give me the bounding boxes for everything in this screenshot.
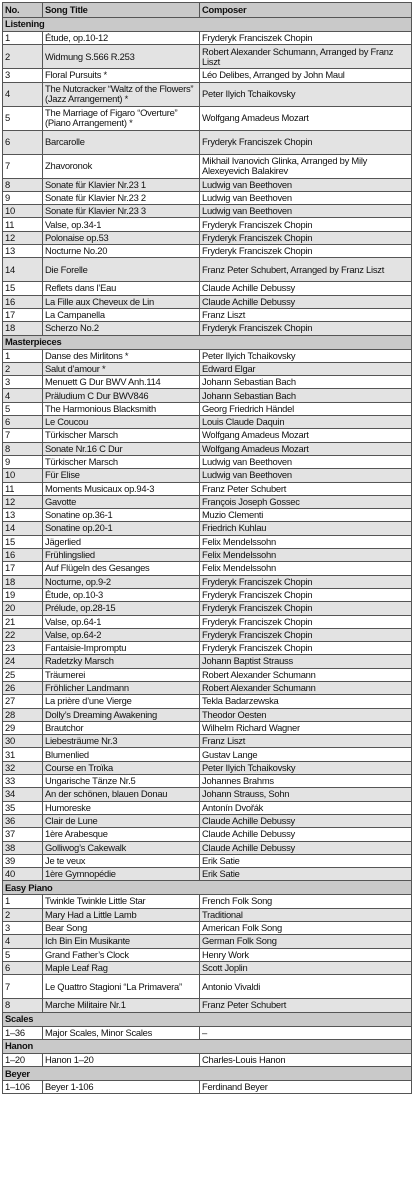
composer: Fryderyk Franciszek Chopin xyxy=(200,322,412,335)
composer: Felix Mendelssohn xyxy=(200,549,412,562)
composer: Theodor Oesten xyxy=(200,708,412,721)
table-row xyxy=(3,948,412,961)
composer: Franz Peter Schubert xyxy=(200,999,412,1012)
song-number: 2 xyxy=(3,908,43,921)
table-row xyxy=(3,349,412,362)
song-number: 3 xyxy=(3,922,43,935)
table-row xyxy=(3,655,412,668)
song-title: Sonatine op.20-1 xyxy=(43,522,200,535)
composer: Ludwig van Beethoven xyxy=(200,191,412,204)
song-number: 40 xyxy=(3,868,43,881)
song-number: 4 xyxy=(3,82,43,106)
composer: Wilhelm Richard Wagner xyxy=(200,721,412,734)
table-row xyxy=(3,668,412,681)
song-title: Sonate für Klavier Nr.23 2 xyxy=(43,191,200,204)
song-number: 30 xyxy=(3,735,43,748)
composer: Scott Joplin xyxy=(200,961,412,974)
composer: Friedrich Kuhlau xyxy=(200,522,412,535)
song-title: Nocturne No.20 xyxy=(43,245,200,258)
song-title: Prélude, op.28-15 xyxy=(43,602,200,615)
song-title: Humoreske xyxy=(43,801,200,814)
song-number: 16 xyxy=(3,549,43,562)
song-title: Étude, op.10-3 xyxy=(43,588,200,601)
composer: Robert Alexander Schumann, Arranged by Franz Liszt xyxy=(200,45,412,69)
header-no: No. xyxy=(3,3,43,18)
song-number: 7 xyxy=(3,429,43,442)
composer: Fryderyk Franciszek Chopin xyxy=(200,642,412,655)
composer: Robert Alexander Schumann xyxy=(200,681,412,694)
song-title: Jägerlied xyxy=(43,535,200,548)
composer: Johann Strauss, Sohn xyxy=(200,788,412,801)
table-row xyxy=(3,308,412,321)
song-number: 8 xyxy=(3,178,43,191)
composer: Fryderyk Franciszek Chopin xyxy=(200,231,412,244)
composer: Traditional xyxy=(200,908,412,921)
table-row xyxy=(3,231,412,244)
song-number: 2 xyxy=(3,362,43,375)
table-row xyxy=(3,575,412,588)
song-number: 9 xyxy=(3,455,43,468)
composer: Ludwig van Beethoven xyxy=(200,205,412,218)
song-title: Menuett G Dur BWV Anh.114 xyxy=(43,376,200,389)
table-row xyxy=(3,602,412,615)
table-row xyxy=(3,495,412,508)
song-number: 1 xyxy=(3,349,43,362)
song-number: 23 xyxy=(3,642,43,655)
song-number: 38 xyxy=(3,841,43,854)
composer: Edward Elgar xyxy=(200,362,412,375)
table-row xyxy=(3,522,412,535)
song-number: 29 xyxy=(3,721,43,734)
table-row xyxy=(3,975,412,999)
song-title: Dolly’s Dreaming Awakening xyxy=(43,708,200,721)
song-number: 1 xyxy=(3,32,43,45)
table-row xyxy=(3,178,412,191)
table-row xyxy=(3,615,412,628)
composer: Antonio Vivaldi xyxy=(200,975,412,999)
song-title: Mary Had a Little Lamb xyxy=(43,908,200,921)
song-number: 32 xyxy=(3,761,43,774)
table-row xyxy=(3,628,412,641)
table-row xyxy=(3,154,412,178)
composer: Fryderyk Franciszek Chopin xyxy=(200,602,412,615)
composer: Johann Sebastian Bach xyxy=(200,376,412,389)
table-row xyxy=(3,814,412,827)
song-number: 11 xyxy=(3,482,43,495)
table-row xyxy=(3,282,412,295)
composer: Antonín Dvořák xyxy=(200,801,412,814)
category-label: Hanon xyxy=(3,1039,412,1053)
song-number: 9 xyxy=(3,191,43,204)
composer: Johann Sebastian Bach xyxy=(200,389,412,402)
composer: Peter Ilyich Tchaikovsky xyxy=(200,82,412,106)
composer: Claude Achille Debussy xyxy=(200,841,412,854)
song-title: Twinkle Twinkle Little Star xyxy=(43,895,200,908)
song-title: La prière d’une Vierge xyxy=(43,695,200,708)
song-title: Hanon 1–20 xyxy=(43,1053,200,1066)
category-row xyxy=(3,1012,412,1026)
song-number: 6 xyxy=(3,416,43,429)
category-label: Masterpieces xyxy=(3,335,412,349)
song-title: Widmung S.566 R.253 xyxy=(43,45,200,69)
table-row xyxy=(3,389,412,402)
composer: Franz Peter Schubert, Arranged by Franz Liszt xyxy=(200,258,412,282)
song-title: Sonate für Klavier Nr.23 1 xyxy=(43,178,200,191)
table-row xyxy=(3,1081,412,1094)
song-title: The Harmonious Blacksmith xyxy=(43,402,200,415)
song-number: 13 xyxy=(3,509,43,522)
song-number: 39 xyxy=(3,854,43,867)
song-title: Liebesträume Nr.3 xyxy=(43,735,200,748)
composer: Tekla Badarzewska xyxy=(200,695,412,708)
song-title: Blumenlied xyxy=(43,748,200,761)
song-title: Gavotte xyxy=(43,495,200,508)
composer: Peter Ilyich Tchaikovsky xyxy=(200,349,412,362)
table-row xyxy=(3,562,412,575)
table-row xyxy=(3,681,412,694)
song-number: 5 xyxy=(3,106,43,130)
song-title: Brautchor xyxy=(43,721,200,734)
composer: Georg Friedrich Händel xyxy=(200,402,412,415)
table-row xyxy=(3,735,412,748)
song-title: Barcarolle xyxy=(43,130,200,154)
table-row xyxy=(3,549,412,562)
composer: Felix Mendelssohn xyxy=(200,562,412,575)
song-number: 13 xyxy=(3,245,43,258)
song-number: 2 xyxy=(3,45,43,69)
category-row xyxy=(3,1039,412,1053)
category-label: Beyer xyxy=(3,1067,412,1081)
composer: Claude Achille Debussy xyxy=(200,814,412,827)
table-row xyxy=(3,828,412,841)
table-row xyxy=(3,708,412,721)
composer: Johann Baptist Strauss xyxy=(200,655,412,668)
header-song-title: Song Title xyxy=(43,3,200,18)
song-number: 3 xyxy=(3,69,43,82)
composer: Fryderyk Franciszek Chopin xyxy=(200,628,412,641)
song-number: 35 xyxy=(3,801,43,814)
table-row xyxy=(3,402,412,415)
table-row xyxy=(3,999,412,1012)
table-row xyxy=(3,801,412,814)
composer: Franz Liszt xyxy=(200,735,412,748)
song-title: Sonatine op.36-1 xyxy=(43,509,200,522)
composer: Fryderyk Franciszek Chopin xyxy=(200,245,412,258)
song-title: Zhavoronok xyxy=(43,154,200,178)
song-title: Étude, op.10-12 xyxy=(43,32,200,45)
composer: Wolfgang Amadeus Mozart xyxy=(200,429,412,442)
table-row xyxy=(3,482,412,495)
song-title: Grand Father’s Clock xyxy=(43,948,200,961)
table-row xyxy=(3,868,412,881)
table-row xyxy=(3,908,412,921)
table-row xyxy=(3,442,412,455)
composer: Fryderyk Franciszek Chopin xyxy=(200,588,412,601)
composer: Gustav Lange xyxy=(200,748,412,761)
header-row xyxy=(3,3,412,18)
category-label: Scales xyxy=(3,1012,412,1026)
composer: Muzio Clementi xyxy=(200,509,412,522)
song-title: Major Scales, Minor Scales xyxy=(43,1026,200,1039)
song-title: Frühlingslied xyxy=(43,549,200,562)
song-title: The Nutcracker “Waltz of the Flowers” (Jazz Arrangement) * xyxy=(43,82,200,106)
table-row xyxy=(3,535,412,548)
song-title: Maple Leaf Rag xyxy=(43,961,200,974)
song-number: 12 xyxy=(3,231,43,244)
table-row xyxy=(3,854,412,867)
song-title: Fröhlicher Landmann xyxy=(43,681,200,694)
song-number: 8 xyxy=(3,999,43,1012)
song-title: Scherzo No.2 xyxy=(43,322,200,335)
composer: Fryderyk Franciszek Chopin xyxy=(200,32,412,45)
song-list-body xyxy=(3,18,412,1094)
song-title: The Marriage of Figaro “Overture” (Piano Arrangement) * xyxy=(43,106,200,130)
song-number: 18 xyxy=(3,322,43,335)
table-row xyxy=(3,895,412,908)
table-row xyxy=(3,205,412,218)
composer: Ludwig van Beethoven xyxy=(200,469,412,482)
song-number: 37 xyxy=(3,828,43,841)
category-row xyxy=(3,335,412,349)
table-row xyxy=(3,721,412,734)
table-row xyxy=(3,416,412,429)
composer: Wolfgang Amadeus Mozart xyxy=(200,442,412,455)
composer: Peter Ilyich Tchaikovsky xyxy=(200,761,412,774)
composer: Franz Peter Schubert xyxy=(200,482,412,495)
song-number: 16 xyxy=(3,295,43,308)
header-composer: Composer xyxy=(200,3,412,18)
composer: Fryderyk Franciszek Chopin xyxy=(200,615,412,628)
table-row xyxy=(3,245,412,258)
table-row xyxy=(3,69,412,82)
table-row xyxy=(3,45,412,69)
composer: German Folk Song xyxy=(200,935,412,948)
song-number: 11 xyxy=(3,218,43,231)
song-title: Le Quattro Stagioni “La Primavera” xyxy=(43,975,200,999)
composer: Mikhail Ivanovich Glinka, Arranged by Mily Alexeyevich Balakirev xyxy=(200,154,412,178)
song-number: 24 xyxy=(3,655,43,668)
song-number: 1 xyxy=(3,895,43,908)
song-title: La Campanella xyxy=(43,308,200,321)
song-number: 4 xyxy=(3,935,43,948)
table-row xyxy=(3,588,412,601)
song-title: Le Coucou xyxy=(43,416,200,429)
composer: Claude Achille Debussy xyxy=(200,282,412,295)
table-row xyxy=(3,748,412,761)
song-title: Türkischer Marsch xyxy=(43,455,200,468)
song-number: 1–36 xyxy=(3,1026,43,1039)
composer: François Joseph Gossec xyxy=(200,495,412,508)
table-row xyxy=(3,961,412,974)
song-title: Träumerei xyxy=(43,668,200,681)
song-title: Valse, op.34-1 xyxy=(43,218,200,231)
song-title: Nocturne, op.9-2 xyxy=(43,575,200,588)
table-row xyxy=(3,362,412,375)
song-title: Sonate für Klavier Nr.23 3 xyxy=(43,205,200,218)
song-title: Clair de Lune xyxy=(43,814,200,827)
song-title: Je te veux xyxy=(43,854,200,867)
song-title: Bear Song xyxy=(43,922,200,935)
song-number: 5 xyxy=(3,948,43,961)
composer: Charles-Louis Hanon xyxy=(200,1053,412,1066)
song-title: 1ère Arabesque xyxy=(43,828,200,841)
song-title: Türkischer Marsch xyxy=(43,429,200,442)
song-number: 34 xyxy=(3,788,43,801)
song-title: Danse des Mirlitons * xyxy=(43,349,200,362)
composer: Erik Satie xyxy=(200,868,412,881)
song-number: 33 xyxy=(3,775,43,788)
category-label: Listening xyxy=(3,18,412,32)
song-number: 12 xyxy=(3,495,43,508)
song-number: 20 xyxy=(3,602,43,615)
song-number: 26 xyxy=(3,681,43,694)
composer: Ferdinand Beyer xyxy=(200,1081,412,1094)
song-title: An der schönen, blauen Donau xyxy=(43,788,200,801)
category-row xyxy=(3,18,412,32)
song-title: Golliwog’s Cakewalk xyxy=(43,841,200,854)
song-number: 19 xyxy=(3,588,43,601)
table-row xyxy=(3,761,412,774)
composer: Claude Achille Debussy xyxy=(200,828,412,841)
song-number: 3 xyxy=(3,376,43,389)
table-row xyxy=(3,429,412,442)
table-row xyxy=(3,469,412,482)
song-title: Course en Troïka xyxy=(43,761,200,774)
song-title: Floral Pursuits * xyxy=(43,69,200,82)
song-number: 17 xyxy=(3,308,43,321)
table-row xyxy=(3,788,412,801)
song-number: 5 xyxy=(3,402,43,415)
song-number: 8 xyxy=(3,442,43,455)
song-number: 6 xyxy=(3,961,43,974)
category-row xyxy=(3,1067,412,1081)
table-row xyxy=(3,642,412,655)
song-title: Präludium C Dur BWV846 xyxy=(43,389,200,402)
song-title: Für Elise xyxy=(43,469,200,482)
song-number: 31 xyxy=(3,748,43,761)
song-title: Moments Musicaux op.94-3 xyxy=(43,482,200,495)
song-number: 1–106 xyxy=(3,1081,43,1094)
song-title: Sonate Nr.16 C Dur xyxy=(43,442,200,455)
composer: Wolfgang Amadeus Mozart xyxy=(200,106,412,130)
song-number: 14 xyxy=(3,258,43,282)
composer: Léo Delibes, Arranged by John Maul xyxy=(200,69,412,82)
song-number: 36 xyxy=(3,814,43,827)
song-title: La Fille aux Cheveux de Lin xyxy=(43,295,200,308)
composer: Erik Satie xyxy=(200,854,412,867)
table-row xyxy=(3,1026,412,1039)
song-number: 25 xyxy=(3,668,43,681)
song-number: 22 xyxy=(3,628,43,641)
category-row xyxy=(3,881,412,895)
table-row xyxy=(3,258,412,282)
song-number: 15 xyxy=(3,282,43,295)
song-number: 4 xyxy=(3,389,43,402)
table-row xyxy=(3,922,412,935)
category-label: Easy Piano xyxy=(3,881,412,895)
song-number: 6 xyxy=(3,130,43,154)
composer: Robert Alexander Schumann xyxy=(200,668,412,681)
table-row xyxy=(3,509,412,522)
song-title: Fantaisie-Impromptu xyxy=(43,642,200,655)
song-number: 28 xyxy=(3,708,43,721)
composer: Franz Liszt xyxy=(200,308,412,321)
song-title: Valse, op.64-1 xyxy=(43,615,200,628)
song-title: Valse, op.64-2 xyxy=(43,628,200,641)
composer: Henry Work xyxy=(200,948,412,961)
composer: Ludwig van Beethoven xyxy=(200,178,412,191)
song-number: 15 xyxy=(3,535,43,548)
table-row xyxy=(3,775,412,788)
composer: Fryderyk Franciszek Chopin xyxy=(200,218,412,231)
composer: Ludwig van Beethoven xyxy=(200,455,412,468)
composer: Johannes Brahms xyxy=(200,775,412,788)
song-number: 21 xyxy=(3,615,43,628)
table-row xyxy=(3,841,412,854)
composer: Fryderyk Franciszek Chopin xyxy=(200,575,412,588)
composer: Louis Claude Daquin xyxy=(200,416,412,429)
song-title: Salut d’amour * xyxy=(43,362,200,375)
song-title: Ich Bin Ein Musikante xyxy=(43,935,200,948)
song-title: Beyer 1-106 xyxy=(43,1081,200,1094)
table-row xyxy=(3,1053,412,1066)
song-number: 7 xyxy=(3,154,43,178)
table-row xyxy=(3,130,412,154)
song-list-table xyxy=(2,2,412,1094)
table-row xyxy=(3,32,412,45)
composer: American Folk Song xyxy=(200,922,412,935)
table-row xyxy=(3,82,412,106)
song-title: 1ère Gymnopédie xyxy=(43,868,200,881)
table-row xyxy=(3,376,412,389)
table-row xyxy=(3,191,412,204)
song-title: Marche Militaire Nr.1 xyxy=(43,999,200,1012)
composer: French Folk Song xyxy=(200,895,412,908)
table-row xyxy=(3,695,412,708)
song-title: Reflets dans l’Eau xyxy=(43,282,200,295)
table-row xyxy=(3,935,412,948)
song-title: Polonaise op.53 xyxy=(43,231,200,244)
song-title: Radetzky Marsch xyxy=(43,655,200,668)
song-number: 7 xyxy=(3,975,43,999)
song-number: 17 xyxy=(3,562,43,575)
table-row xyxy=(3,322,412,335)
song-number: 14 xyxy=(3,522,43,535)
song-number: 10 xyxy=(3,205,43,218)
table-row xyxy=(3,295,412,308)
song-number: 1–20 xyxy=(3,1053,43,1066)
song-number: 27 xyxy=(3,695,43,708)
table-row xyxy=(3,455,412,468)
composer: Felix Mendelssohn xyxy=(200,535,412,548)
song-title: Ungarische Tänze Nr.5 xyxy=(43,775,200,788)
composer: Claude Achille Debussy xyxy=(200,295,412,308)
composer: Fryderyk Franciszek Chopin xyxy=(200,130,412,154)
song-number: 18 xyxy=(3,575,43,588)
song-title: Die Forelle xyxy=(43,258,200,282)
composer: – xyxy=(200,1026,412,1039)
table-row xyxy=(3,106,412,130)
song-title: Auf Flügeln des Gesanges xyxy=(43,562,200,575)
song-number: 10 xyxy=(3,469,43,482)
table-row xyxy=(3,218,412,231)
